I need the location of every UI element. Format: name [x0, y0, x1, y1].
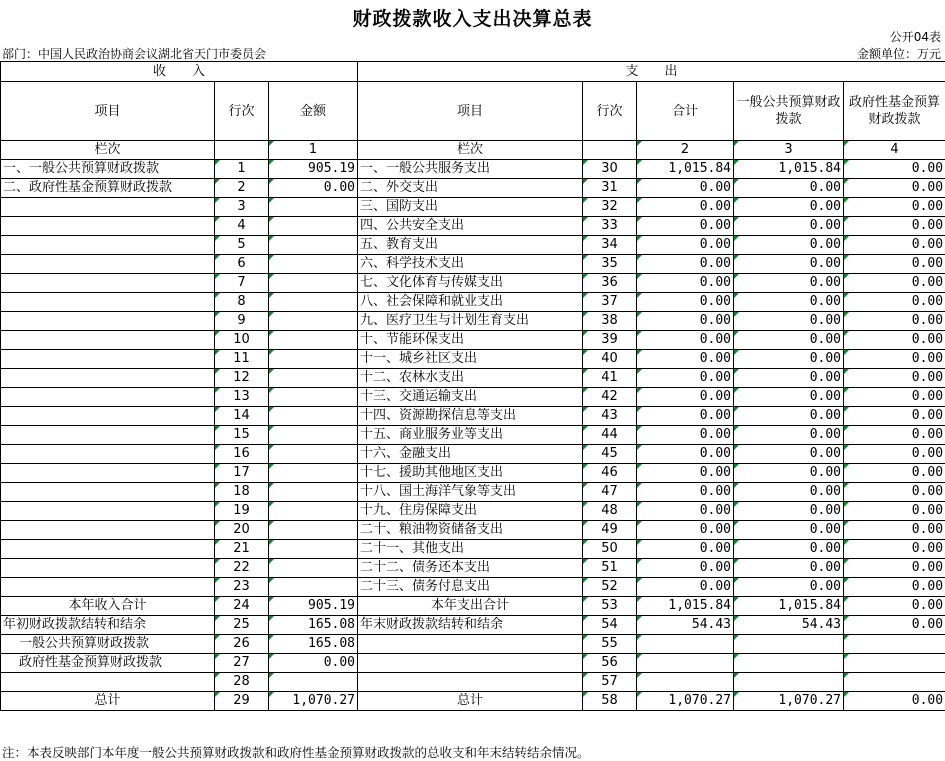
expense-total-cell: 0.00 — [637, 293, 734, 312]
expense-line-cell: 36 — [583, 274, 637, 293]
expense-total-cell: 0.00 — [637, 559, 734, 578]
fund-budget-cell: 0.00 — [844, 312, 945, 331]
expense-item-cell: 十三、交通运输支出 — [358, 388, 583, 407]
fund-budget-cell — [844, 654, 945, 673]
expense-item-cell: 二十一、其他支出 — [358, 540, 583, 559]
income-line-cell: 16 — [215, 445, 269, 464]
income-amount-cell — [269, 578, 358, 597]
table-row — [1, 578, 945, 597]
fund-budget-cell: 0.00 — [844, 483, 945, 502]
income-amount-cell — [269, 464, 358, 483]
general-budget-cell: 0.00 — [734, 445, 844, 464]
table-row — [1, 331, 945, 350]
expense-item-cell: 年末财政拨款结转和结余 — [358, 616, 583, 635]
fund-budget-cell: 0.00 — [844, 198, 945, 217]
income-line-cell: 12 — [215, 369, 269, 388]
general-budget-cell: 0.00 — [734, 502, 844, 521]
expense-line-cell: 39 — [583, 331, 637, 350]
expense-line-cell: 52 — [583, 578, 637, 597]
income-amount-cell — [269, 483, 358, 502]
table-row — [1, 426, 945, 445]
expense-total-cell: 0.00 — [637, 540, 734, 559]
income-item-cell — [1, 464, 215, 483]
income-item-cell — [1, 578, 215, 597]
income-amount-cell: 905.19 — [269, 597, 358, 616]
income-amount-cell: 1,070.27 — [269, 692, 358, 711]
expense-total-cell: 0.00 — [637, 198, 734, 217]
expense-line-cell: 30 — [583, 160, 637, 179]
table-row — [1, 540, 945, 559]
income-line-cell: 13 — [215, 388, 269, 407]
income-amount-cell — [269, 388, 358, 407]
expense-line-cell: 38 — [583, 312, 637, 331]
expense-total-cell: 0.00 — [637, 217, 734, 236]
general-budget-cell — [734, 673, 844, 692]
table-row — [1, 274, 945, 293]
income-amount-cell — [269, 502, 358, 521]
general-budget-cell: 1,015.84 — [734, 597, 844, 616]
general-budget-cell: 0.00 — [734, 540, 844, 559]
summary-row — [1, 654, 945, 673]
expense-line-cell: 41 — [583, 369, 637, 388]
expense-item-cell — [358, 654, 583, 673]
income-item-cell — [1, 236, 215, 255]
expense-item-cell: 三、国防支出 — [358, 198, 583, 217]
income-item-header: 项目 — [1, 82, 215, 141]
general-budget-header: 一般公共预算财政拨款 — [734, 82, 844, 141]
expense-total-cell: 0.00 — [637, 369, 734, 388]
expense-item-cell: 总计 — [358, 692, 583, 711]
income-amount-cell: 0.00 — [269, 654, 358, 673]
fund-budget-cell: 0.00 — [844, 369, 945, 388]
income-item-cell — [1, 255, 215, 274]
expense-line-cell: 47 — [583, 483, 637, 502]
table-row — [1, 521, 945, 540]
income-line-cell: 22 — [215, 559, 269, 578]
fund-budget-cell: 0.00 — [844, 559, 945, 578]
income-line-cell: 17 — [215, 464, 269, 483]
expense-item-cell: 十五、商业服务业等支出 — [358, 426, 583, 445]
general-budget-cell: 0.00 — [734, 521, 844, 540]
income-amount-cell: 165.08 — [269, 616, 358, 635]
fund-budget-header: 政府性基金预算财政拨款 — [844, 82, 945, 141]
expense-total-cell: 54.43 — [637, 616, 734, 635]
income-amount-cell — [269, 559, 358, 578]
income-line-cell: 19 — [215, 502, 269, 521]
income-item-cell: 政府性基金预算财政拨款 — [1, 654, 215, 673]
expense-total-cell: 0.00 — [637, 255, 734, 274]
general-budget-cell: 0.00 — [734, 179, 844, 198]
expense-total-cell: 0.00 — [637, 274, 734, 293]
income-line-cell: 14 — [215, 407, 269, 426]
expense-total-cell: 0.00 — [637, 350, 734, 369]
general-budget-cell: 0.00 — [734, 426, 844, 445]
income-amount-cell — [269, 236, 358, 255]
fund-budget-cell: 0.00 — [844, 464, 945, 483]
general-budget-cell: 0.00 — [734, 407, 844, 426]
income-amount-cell — [269, 331, 358, 350]
expense-line-cell: 45 — [583, 445, 637, 464]
income-item-cell — [1, 274, 215, 293]
footnote: 注：本表反映部门本年度一般公共预算财政拨款和政府性基金预算财政拨款的总收支和年末结转结余情况。 — [2, 745, 590, 760]
expense-item-cell: 十、节能环保支出 — [358, 331, 583, 350]
fund-budget-cell: 0.00 — [844, 616, 945, 635]
expense-item-cell: 本年支出合计 — [358, 597, 583, 616]
report-title: 财政拨款收入支出决算总表 — [352, 8, 593, 30]
fund-budget-cell — [844, 635, 945, 654]
fund-budget-cell: 0.00 — [844, 502, 945, 521]
unit-label: 金额单位：万元 — [856, 47, 941, 61]
expense-total-cell: 0.00 — [637, 388, 734, 407]
expense-total-cell: 1,070.27 — [637, 692, 734, 711]
income-item-cell: 本年收入合计 — [1, 597, 215, 616]
expense-item-cell: 十一、城乡社区支出 — [358, 350, 583, 369]
income-item-cell — [1, 559, 215, 578]
income-line-cell: 8 — [215, 293, 269, 312]
income-section-header: 收 入 — [1, 62, 358, 82]
income-line-cell: 15 — [215, 426, 269, 445]
income-amount-cell: 905.19 — [269, 160, 358, 179]
general-budget-cell: 1,015.84 — [734, 160, 844, 179]
general-budget-cell: 0.00 — [734, 236, 844, 255]
fund-budget-cell: 0.00 — [844, 236, 945, 255]
expense-total-cell: 0.00 — [637, 521, 734, 540]
expense-line-header: 行次 — [583, 82, 637, 141]
income-line-header: 行次 — [215, 82, 269, 141]
expense-total-cell: 0.00 — [637, 331, 734, 350]
table-row — [1, 198, 945, 217]
fund-budget-cell: 0.00 — [844, 217, 945, 236]
expense-item-cell: 十六、金融支出 — [358, 445, 583, 464]
income-amount-cell: 165.08 — [269, 635, 358, 654]
column-index-cell — [215, 141, 269, 160]
income-line-cell: 27 — [215, 654, 269, 673]
income-line-cell: 20 — [215, 521, 269, 540]
income-amount-cell: 0.00 — [269, 179, 358, 198]
column-index-cell: 3 — [734, 141, 844, 160]
income-amount-cell — [269, 312, 358, 331]
general-budget-cell: 0.00 — [734, 255, 844, 274]
income-line-cell: 6 — [215, 255, 269, 274]
general-budget-cell: 0.00 — [734, 198, 844, 217]
income-amount-cell — [269, 673, 358, 692]
expense-total-cell: 0.00 — [637, 445, 734, 464]
table-row — [1, 312, 945, 331]
general-budget-cell: 0.00 — [734, 559, 844, 578]
fund-budget-cell: 0.00 — [844, 293, 945, 312]
expense-item-cell: 十四、资源勘探信息等支出 — [358, 407, 583, 426]
expense-line-cell: 50 — [583, 540, 637, 559]
general-budget-cell: 0.00 — [734, 312, 844, 331]
income-line-cell: 10 — [215, 331, 269, 350]
expense-item-cell: 七、文化体育与传媒支出 — [358, 274, 583, 293]
expense-line-cell: 51 — [583, 559, 637, 578]
column-index-cell: 1 — [269, 141, 358, 160]
income-line-cell: 3 — [215, 198, 269, 217]
table-row — [1, 293, 945, 312]
summary-row — [1, 616, 945, 635]
table-row — [1, 369, 945, 388]
fund-budget-cell: 0.00 — [844, 521, 945, 540]
table-row — [1, 236, 945, 255]
expense-item-cell: 二十三、债务付息支出 — [358, 578, 583, 597]
general-budget-cell — [734, 635, 844, 654]
income-item-cell — [1, 521, 215, 540]
income-item-cell — [1, 331, 215, 350]
expense-total-cell — [637, 654, 734, 673]
expense-total-header: 合计 — [637, 82, 734, 141]
expense-item-cell: 二十二、债务还本支出 — [358, 559, 583, 578]
expense-item-cell: 九、医疗卫生与计划生育支出 — [358, 312, 583, 331]
income-line-cell: 5 — [215, 236, 269, 255]
expense-line-cell: 31 — [583, 179, 637, 198]
expense-line-cell: 37 — [583, 293, 637, 312]
income-item-cell — [1, 388, 215, 407]
income-item-cell: 一般公共预算财政拨款 — [1, 635, 215, 654]
summary-row — [1, 673, 945, 692]
general-budget-cell: 0.00 — [734, 274, 844, 293]
table-row — [1, 559, 945, 578]
income-line-cell: 18 — [215, 483, 269, 502]
general-budget-cell: 1,070.27 — [734, 692, 844, 711]
fund-budget-cell: 0.00 — [844, 540, 945, 559]
summary-row — [1, 597, 945, 616]
column-index-label: 栏次 — [358, 141, 583, 160]
income-item-cell — [1, 426, 215, 445]
expense-item-cell — [358, 635, 583, 654]
fund-budget-cell: 0.00 — [844, 179, 945, 198]
expense-total-cell: 0.00 — [637, 578, 734, 597]
expense-line-cell: 57 — [583, 673, 637, 692]
expense-item-cell: 一、一般公共服务支出 — [358, 160, 583, 179]
table-row — [1, 255, 945, 274]
general-budget-cell: 0.00 — [734, 578, 844, 597]
department-label: 部门：中国人民政治协商会议湖北省天门市委员会 — [2, 47, 267, 61]
income-amount-cell — [269, 407, 358, 426]
table-row — [1, 350, 945, 369]
expense-item-cell: 八、社会保障和就业支出 — [358, 293, 583, 312]
general-budget-cell: 0.00 — [734, 483, 844, 502]
expense-line-cell: 43 — [583, 407, 637, 426]
summary-row — [1, 692, 945, 711]
income-amount-cell — [269, 350, 358, 369]
general-budget-cell — [734, 654, 844, 673]
income-amount-cell — [269, 293, 358, 312]
expense-item-cell: 六、科学技术支出 — [358, 255, 583, 274]
fund-budget-cell: 0.00 — [844, 388, 945, 407]
income-item-cell — [1, 217, 215, 236]
table-row — [1, 388, 945, 407]
income-line-cell: 9 — [215, 312, 269, 331]
expense-total-cell: 0.00 — [637, 179, 734, 198]
fund-budget-cell: 0.00 — [844, 274, 945, 293]
fund-budget-cell: 0.00 — [844, 331, 945, 350]
column-index-cell: 4 — [844, 141, 945, 160]
expense-item-cell: 四、公共安全支出 — [358, 217, 583, 236]
income-amount-cell — [269, 369, 358, 388]
expense-line-cell: 35 — [583, 255, 637, 274]
expense-line-cell: 33 — [583, 217, 637, 236]
expense-line-cell: 40 — [583, 350, 637, 369]
expense-total-cell: 0.00 — [637, 236, 734, 255]
expense-item-cell: 十七、援助其他地区支出 — [358, 464, 583, 483]
table-row — [1, 483, 945, 502]
expense-item-cell: 五、教育支出 — [358, 236, 583, 255]
income-item-cell — [1, 673, 215, 692]
general-budget-cell: 0.00 — [734, 331, 844, 350]
income-line-cell: 28 — [215, 673, 269, 692]
expense-line-cell: 55 — [583, 635, 637, 654]
income-amount-cell — [269, 198, 358, 217]
expense-total-cell: 0.00 — [637, 426, 734, 445]
income-item-cell: 一、一般公共预算财政拨款 — [1, 160, 215, 179]
fund-budget-cell: 0.00 — [844, 445, 945, 464]
income-line-cell: 2 — [215, 179, 269, 198]
expense-total-cell — [637, 673, 734, 692]
income-item-cell — [1, 312, 215, 331]
general-budget-cell: 0.00 — [734, 464, 844, 483]
expense-section-header: 支 出 — [358, 62, 945, 82]
income-line-cell: 21 — [215, 540, 269, 559]
fund-budget-cell: 0.00 — [844, 255, 945, 274]
income-item-cell: 总计 — [1, 692, 215, 711]
income-amount-cell — [269, 217, 358, 236]
expense-line-cell: 49 — [583, 521, 637, 540]
income-line-cell: 4 — [215, 217, 269, 236]
fund-budget-cell: 0.00 — [844, 426, 945, 445]
expense-total-cell — [637, 635, 734, 654]
expense-line-cell: 32 — [583, 198, 637, 217]
income-amount-header: 金额 — [269, 82, 358, 141]
table-row — [1, 217, 945, 236]
column-index-cell — [583, 141, 637, 160]
expense-item-cell: 二、外交支出 — [358, 179, 583, 198]
column-index-label: 栏次 — [1, 141, 215, 160]
income-item-cell — [1, 350, 215, 369]
table-row — [1, 160, 945, 179]
income-line-cell: 26 — [215, 635, 269, 654]
income-amount-cell — [269, 426, 358, 445]
expense-total-cell: 0.00 — [637, 502, 734, 521]
expense-item-cell: 十九、住房保障支出 — [358, 502, 583, 521]
income-line-cell: 25 — [215, 616, 269, 635]
fund-budget-cell: 0.00 — [844, 160, 945, 179]
fund-budget-cell — [844, 673, 945, 692]
form-code: 公开04表 — [889, 30, 941, 44]
expense-item-header: 项目 — [358, 82, 583, 141]
income-line-cell: 7 — [215, 274, 269, 293]
fund-budget-cell: 0.00 — [844, 407, 945, 426]
expense-line-cell: 44 — [583, 426, 637, 445]
fund-budget-cell: 0.00 — [844, 350, 945, 369]
general-budget-cell: 0.00 — [734, 350, 844, 369]
income-line-cell: 23 — [215, 578, 269, 597]
expense-total-cell: 0.00 — [637, 483, 734, 502]
table-row — [1, 464, 945, 483]
summary-row — [1, 635, 945, 654]
expense-line-cell: 46 — [583, 464, 637, 483]
income-item-cell — [1, 407, 215, 426]
income-item-cell — [1, 502, 215, 521]
income-line-cell: 24 — [215, 597, 269, 616]
expense-item-cell: 十二、农林水支出 — [358, 369, 583, 388]
income-item-cell — [1, 293, 215, 312]
income-item-cell — [1, 198, 215, 217]
income-item-cell: 二、政府性基金预算财政拨款 — [1, 179, 215, 198]
general-budget-cell: 0.00 — [734, 293, 844, 312]
expense-total-cell: 0.00 — [637, 407, 734, 426]
income-amount-cell — [269, 255, 358, 274]
expense-item-cell: 二十、粮油物资储备支出 — [358, 521, 583, 540]
table-row — [1, 179, 945, 198]
income-amount-cell — [269, 540, 358, 559]
expense-line-cell: 56 — [583, 654, 637, 673]
income-amount-cell — [269, 521, 358, 540]
income-line-cell: 11 — [215, 350, 269, 369]
income-item-cell — [1, 540, 215, 559]
column-index-cell: 2 — [637, 141, 734, 160]
general-budget-cell: 0.00 — [734, 369, 844, 388]
income-line-cell: 1 — [215, 160, 269, 179]
expense-item-cell — [358, 673, 583, 692]
expense-line-cell: 34 — [583, 236, 637, 255]
table-row — [1, 407, 945, 426]
expense-total-cell: 0.00 — [637, 312, 734, 331]
report-table — [0, 61, 945, 711]
expense-line-cell: 53 — [583, 597, 637, 616]
expense-line-cell: 58 — [583, 692, 637, 711]
expense-total-cell: 1,015.84 — [637, 160, 734, 179]
income-item-cell — [1, 445, 215, 464]
income-amount-cell — [269, 274, 358, 293]
fund-budget-cell: 0.00 — [844, 597, 945, 616]
income-item-cell: 年初财政拨款结转和结余 — [1, 616, 215, 635]
general-budget-cell: 54.43 — [734, 616, 844, 635]
table-row — [1, 445, 945, 464]
income-item-cell — [1, 369, 215, 388]
expense-item-cell: 十八、国土海洋气象等支出 — [358, 483, 583, 502]
income-line-cell: 29 — [215, 692, 269, 711]
general-budget-cell: 0.00 — [734, 388, 844, 407]
fund-budget-cell: 0.00 — [844, 578, 945, 597]
expense-total-cell: 1,015.84 — [637, 597, 734, 616]
expense-line-cell: 48 — [583, 502, 637, 521]
income-amount-cell — [269, 445, 358, 464]
general-budget-cell: 0.00 — [734, 217, 844, 236]
table-row — [1, 502, 945, 521]
expense-line-cell: 42 — [583, 388, 637, 407]
expense-total-cell: 0.00 — [637, 464, 734, 483]
expense-line-cell: 54 — [583, 616, 637, 635]
income-item-cell — [1, 483, 215, 502]
fund-budget-cell: 0.00 — [844, 692, 945, 711]
